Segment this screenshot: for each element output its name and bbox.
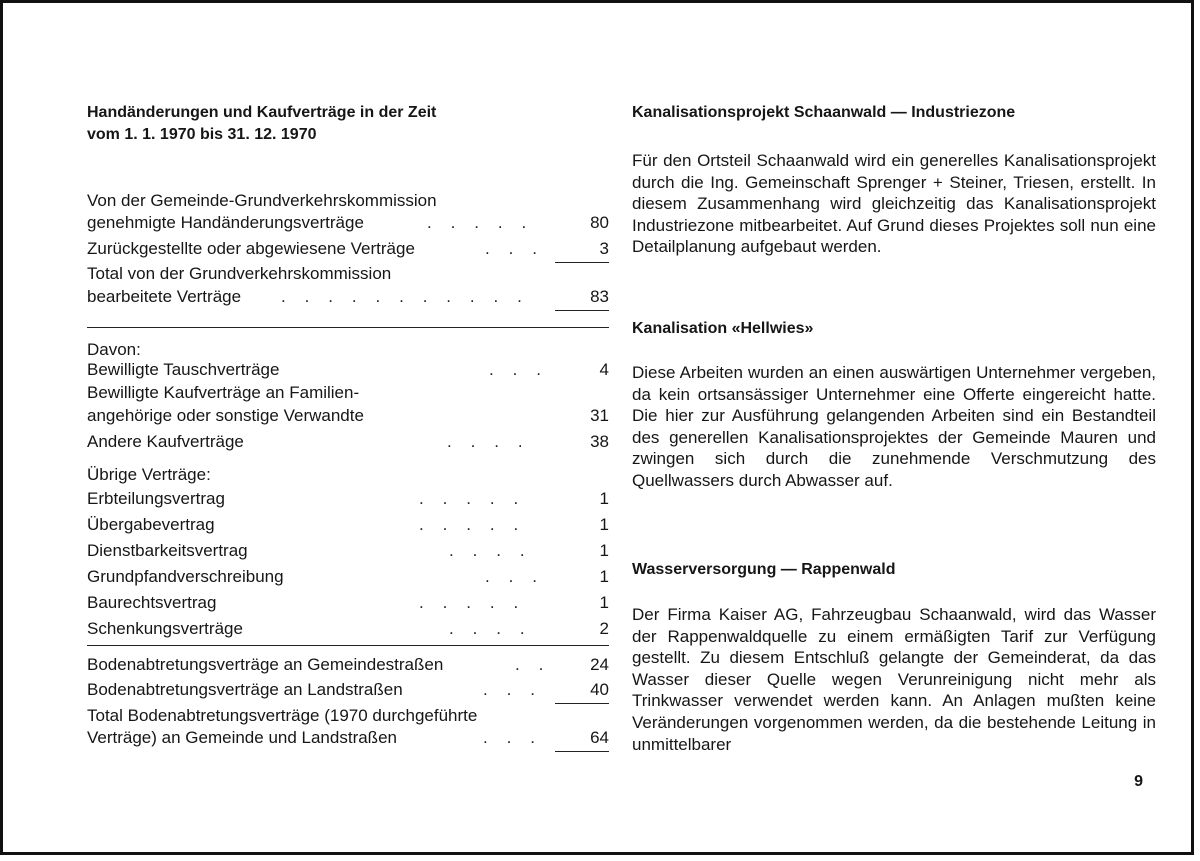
sum-rule	[555, 262, 609, 263]
row-label: Grundpfandverschreibung	[87, 567, 284, 586]
section-title-hellwies: Kanalisation «Hellwies»	[632, 320, 814, 337]
sum-rule	[555, 751, 609, 752]
row-label: angehörige oder sonstige Verwandte	[87, 406, 364, 425]
leader-dots: . . . . .	[419, 515, 519, 534]
row-value: 64	[590, 728, 609, 747]
row-label: Andere Kaufverträge	[87, 432, 244, 451]
row-value: 3	[599, 239, 609, 258]
row-label: Total Bodenabtretungsverträge (1970 durchgeführte	[87, 706, 478, 725]
row-value: 1	[599, 515, 609, 534]
section-body-hellwies: Diese Arbeiten wurden an einen auswärtigen Unternehmer vergeben, da kein ortsansässiger Unternehmer eine Offerte eingereicht hatte. Die hier zur Ausführung gelangenden Arbeiten sind ein Bestandteil des generellen Kanalisationsprojektes der Gemeinde Mauren und zwingen sich durch die zunehmende Verschmutzung des Quellwassers durch Abwasser auf.	[632, 363, 1156, 490]
row-value: 80	[590, 213, 609, 232]
row-label: Bodenabtretungsverträge an Landstraßen	[87, 680, 403, 699]
row-value: 1	[599, 489, 609, 508]
leader-dots: . . . . .	[419, 489, 519, 508]
row-value: 31	[590, 406, 609, 425]
row-label: genehmigte Handänderungsverträge	[87, 213, 364, 232]
leader-dots: . . . . . . . . . . .	[281, 287, 522, 306]
row-value: 1	[599, 541, 609, 560]
row-value: 24	[590, 655, 609, 674]
leader-dots: . . .	[485, 567, 537, 586]
section-body-kanalisationsprojekt: Für den Ortsteil Schaanwald wird ein generelles Kanalisationsprojekt durch die Ing. Gemeinschaft Sprenger + Steiner, Triesen, erstellt. In diesem Zusammenhang wird gleichzeitig das Kanalisationsprojekt Industriezone mitbearbeitet. Auf Grund dieses Projektes soll nun eine Detailplanung aufgebaut werden.	[632, 151, 1156, 257]
row-value: 4	[599, 360, 609, 379]
row-label: Schenkungsverträge	[87, 619, 243, 638]
section-body-wasserversorgung: Der Firma Kaiser AG, Fahrzeugbau Schaanwald, wird das Wasser der Rappenwaldquelle zu einem ermäßigten Tarif zur Verfügung gestellt. Zu diesem Entschluß gelangte der Gemeinderat, da das Wasser dieser Quelle wegen Verunreinigung nicht mehr als Trinkwasser verwendet werden kann. An Anlagen mußten keine Veränderungen vorgenommen werden, da die bestehende Leitung in unmittelbarer	[632, 605, 1156, 754]
row-label: Baurechtsvertrag	[87, 593, 217, 612]
sum-rule	[555, 703, 609, 704]
leader-dots: . . .	[483, 680, 535, 699]
section-rule	[87, 645, 609, 646]
title-line-2: vom 1. 1. 1970 bis 31. 12. 1970	[87, 126, 317, 143]
section-title-wasserversorgung: Wasserversorgung — Rappenwald	[632, 561, 896, 578]
leader-dots: . .	[515, 655, 544, 674]
section-title-kanalisationsprojekt: Kanalisationsprojekt Schaanwald — Industriezone	[632, 104, 1016, 121]
row-value: 1	[599, 593, 609, 612]
row-label: Bodenabtretungsverträge an Gemeindestraßen	[87, 655, 444, 674]
leader-dots: . . . .	[449, 541, 525, 560]
leader-dots: . . . . .	[427, 213, 527, 232]
row-label: Von der Gemeinde-Grundverkehrskommission	[87, 191, 437, 210]
row-label: Bewilligte Kaufverträge an Familien-	[87, 383, 360, 402]
row-label: Bewilligte Tauschverträge	[87, 360, 280, 379]
leader-dots: . . . . .	[419, 593, 519, 612]
title-line-1: Handänderungen und Kaufverträge in der Zeit	[87, 104, 437, 121]
section-rule	[87, 327, 609, 328]
row-value: 83	[590, 287, 609, 306]
row-label: Verträge) an Gemeinde und Landstraßen	[87, 728, 397, 747]
page-number: 9	[1134, 773, 1143, 790]
sum-rule	[555, 310, 609, 311]
row-label: Zurückgestellte oder abgewiesene Verträge	[87, 239, 415, 258]
leader-dots: . . .	[489, 360, 541, 379]
row-value: 1	[599, 567, 609, 586]
row-label: Total von der Grundverkehrskommission	[87, 264, 392, 283]
row-value: 40	[590, 680, 609, 699]
leader-dots: . . .	[485, 239, 537, 258]
row-value: 2	[599, 619, 609, 638]
davon-label: Davon:	[87, 340, 141, 359]
row-value: 38	[590, 432, 609, 451]
leader-dots: . . . .	[449, 619, 525, 638]
leader-dots: . . . .	[447, 432, 523, 451]
row-label: bearbeitete Verträge	[87, 287, 242, 306]
row-label: Übergabevertrag	[87, 515, 215, 534]
leader-dots: . . .	[483, 728, 535, 747]
uebrige-label: Übrige Verträge:	[87, 465, 211, 484]
row-label: Dienstbarkeitsvertrag	[87, 541, 248, 560]
row-label: Erbteilungsvertrag	[87, 489, 225, 508]
table-title	[87, 102, 607, 146]
